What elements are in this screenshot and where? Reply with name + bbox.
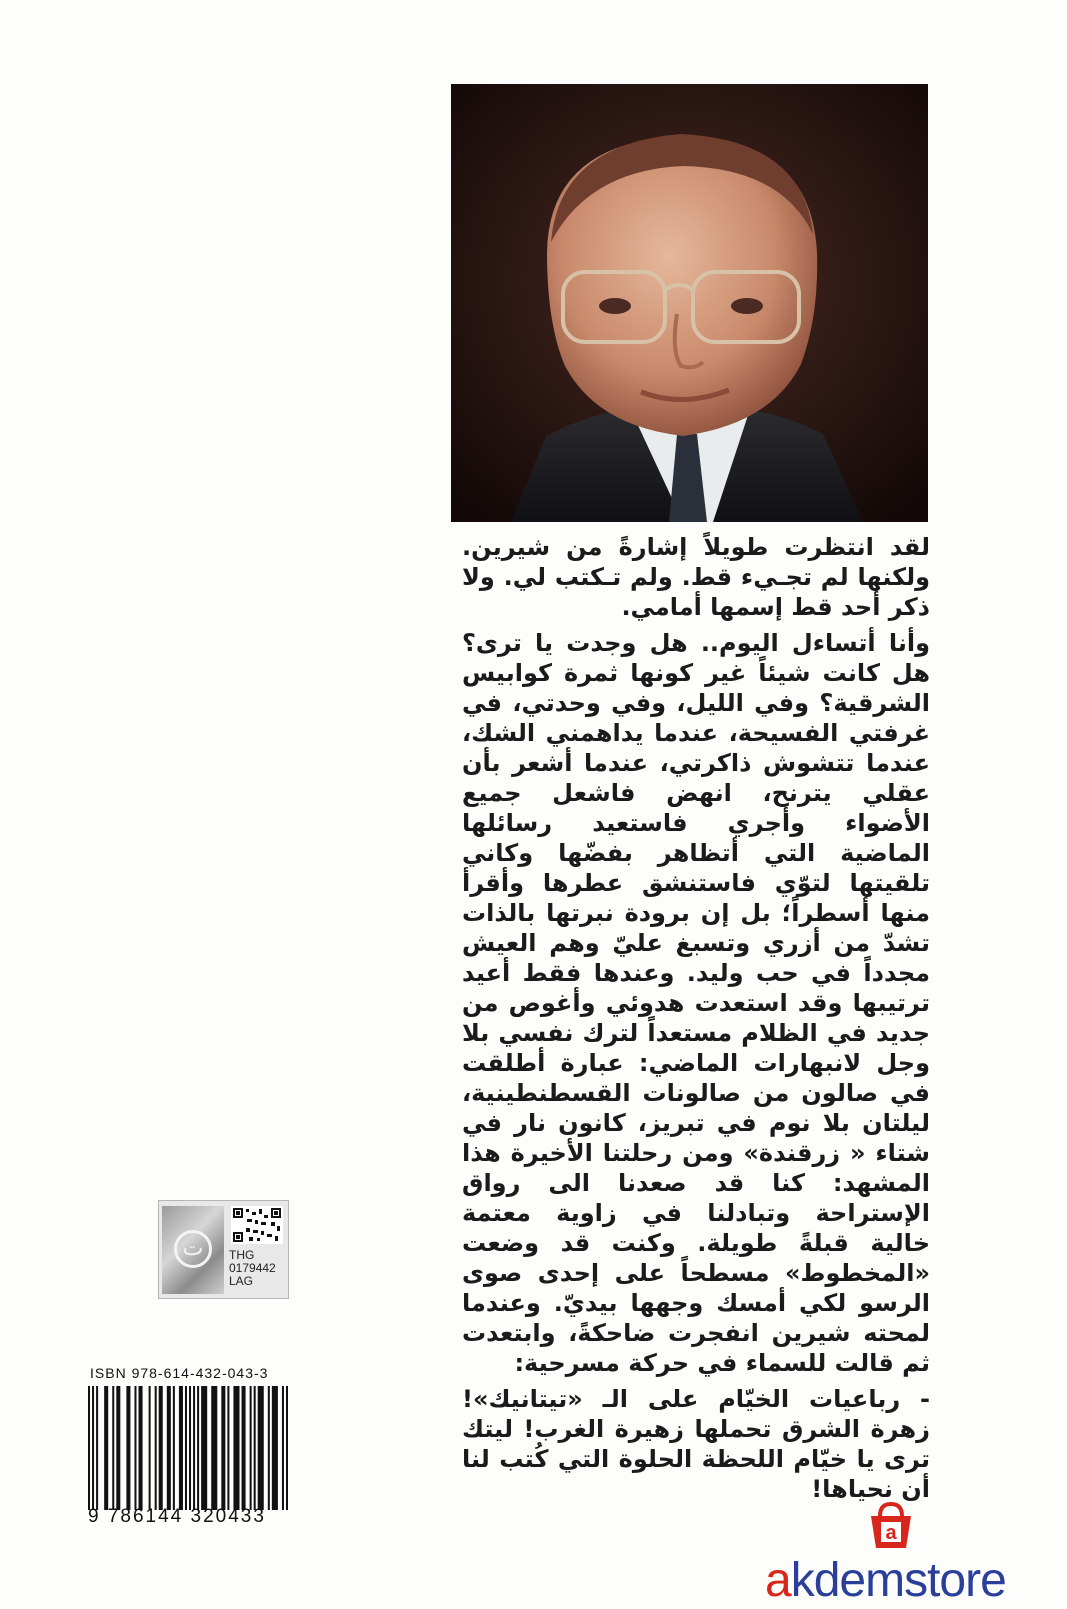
blurb-paragraph: - رباعيات الخيّام على الـ «تيتانيك»! زهرة الشرق تحملها زهيرة الغرب! ليتك ترى يا خيّام اللحظة الحلوة التي كُتب لنا أن نحياها! — [462, 1385, 930, 1503]
hologram-icon — [162, 1206, 224, 1294]
qr-code-icon — [231, 1206, 283, 1244]
barcode-bar — [116, 1386, 120, 1510]
barcode-bar — [189, 1386, 191, 1510]
store-logo-a: a — [765, 1554, 791, 1607]
barcode-bar — [268, 1386, 270, 1510]
barcode-bar — [112, 1386, 114, 1510]
barcode-bar — [250, 1386, 252, 1510]
barcode-bar — [282, 1386, 284, 1510]
barcode-bar — [179, 1386, 183, 1510]
barcode-bar — [227, 1386, 229, 1510]
barcode-bar — [155, 1386, 157, 1510]
barcode-bar — [92, 1386, 94, 1510]
barcode-bar — [159, 1386, 163, 1510]
sticker-code-line: 0179442 — [229, 1261, 276, 1275]
blurb-paragraph: وأنا أتساءل اليوم.. هل وجدت يا ترى؟ هل كانت شيئاً غير كونها ثمرة كوابيس الشرقية؟ وفي الليل، وفي وحدتي، في غرفتي الفسيحة، عندما يداهمني الشك، عندما تتشوش ذاكرتي، عندما أشعر بأن عقلي يترنح، انهض فاشعل جميع الأضواء وأجري فاستعيد رسائلها الماضية التي أتظاهر بفضّها وكاني تلقيتها لتوّي فاستنشق عطرها وأقرأ منها أسطراً؛ بل إن برودة نبرتها بالذات تشدّ من أزري وتسبغ عليّ وهم العيش مجدداً في حب وليد. وعندها فقط أعيد ترتيبها وقد استعدت هدوئي وأغوص من جديد في الظلام مستعداً لترك نفسي بلا وجل لانبهارات الماضي: عبارة أطلقت في صالون من صالونات القسطنطينية، ليلتان بلا نوم في تبريز، كانون نار في شتاء « زرقندة» ومن رحلتنا الأخيرة هذا المشهد: كنا قد صعدنا الى رواق الإستراحة وتبادلنا في زاوية معتمة خالية قبلةً طويلة. وكنت قد وضعت «المخطوط» مسطحاً على إحدى صوى الرسو لكي أمسك وجهها بيديّ. وعندما لمحته شيرين انفجرت ضاحكةً، وابتعدت ثم قالت للسماء في حركة مسرحية: — [462, 629, 930, 1377]
barcode-bar — [286, 1386, 288, 1510]
barcode-bar — [197, 1386, 199, 1510]
store-basket-icon — [866, 1502, 916, 1552]
barcode-number: 9 786144 320433 — [88, 1506, 266, 1527]
barcode-bar — [149, 1386, 151, 1510]
isbn-label: ISBN 978-614-432-043-3 — [90, 1365, 269, 1381]
barcode-bar — [126, 1386, 130, 1510]
store-logo — [765, 1556, 1006, 1606]
barcode-bar — [185, 1386, 187, 1510]
sticker-code-line: THG — [229, 1248, 255, 1262]
barcode-bar — [193, 1386, 195, 1510]
barcode-bar — [96, 1386, 98, 1510]
barcode-bar — [173, 1386, 175, 1510]
barcode-bar — [134, 1386, 136, 1510]
barcode-bar — [254, 1386, 256, 1510]
barcode-bar — [221, 1386, 225, 1510]
barcode-bar — [211, 1386, 217, 1510]
barcode-bar — [233, 1386, 239, 1510]
store-logo-rest: kdemstore — [790, 1554, 1006, 1607]
barcode-bar — [258, 1386, 264, 1510]
barcode-bar — [88, 1386, 90, 1510]
barcode-bar — [104, 1386, 108, 1510]
sticker-code — [229, 1249, 276, 1288]
distributor-sticker — [158, 1200, 289, 1299]
barcode-bar — [272, 1386, 278, 1510]
barcode-bar — [139, 1386, 143, 1510]
blurb-text — [462, 532, 930, 1510]
blurb-paragraph: لقد انتظرت طويلاً إشارةً من شيرين. ولكنها لم تجـيء قط. ولم تـكتب لي. ولا ذكر أحد قط إسمها أمامي. — [462, 533, 930, 621]
sticker-code-line: LAG — [229, 1274, 254, 1288]
hologram-letter: ت — [174, 1230, 212, 1268]
barcode-bar — [242, 1386, 246, 1510]
barcode-bar — [167, 1386, 171, 1510]
store-icon-letter: a — [885, 1522, 897, 1544]
barcode-bar — [201, 1386, 207, 1510]
barcode — [88, 1386, 288, 1510]
author-portrait — [451, 84, 928, 522]
